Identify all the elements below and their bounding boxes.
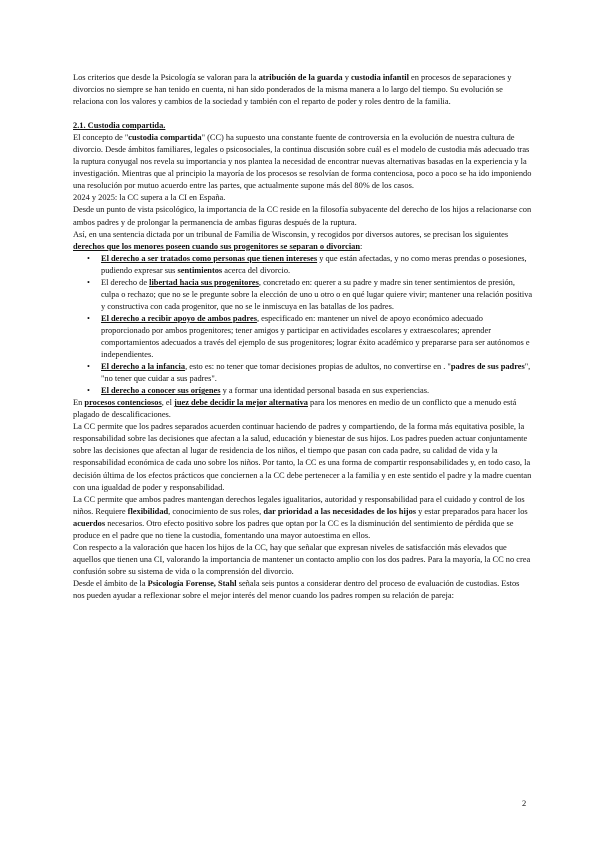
bold-term: flexibilidad [127, 506, 169, 516]
paragraph-text: " (CC) ha supuesto una constante fuente de controversia en la evolución de nuestra cultura de divorcio. Desde ámbitos familiares, legales o psicosociales, la continua discusión sobre cuál es el modelo de custodia más adecuado tras la ruptura conyugal nos revela su importancia y nos plantea la necesidad de encontrar nuevas alternativas basadas en la experiencia y la investigación. Mientras que al principio la mayoría de los procesos se resolvían de forma contenciosa, poco a poco se ha ido imponiendo una resolución por mutuo acuerdo entre las partes, que actualmente supone más del 80% de los casos. [73, 133, 532, 191]
intro-text: en procesos de separaciones y divorcios no siempre se han tenido en cuenta, ni han sido ponderados de la misma manera a lo largo del tiempo. Su evolución se relaciona con los valores y cambios de la sociedad y también con el reparto de poder y roles dentro de la familia. [73, 73, 512, 107]
list-text: , especificado en: mantener un nivel de apoyo económico adecuado proporcionado por ambos progenitores; tener amigos y participar en actividades escolares y extraescolares; aprender comportamientos adecuados a través del ejemplo de sus progenitores; lograr éxito académico y prepararse para ser autónomos e independientes. [101, 313, 530, 360]
bullet-icon: • [87, 386, 90, 396]
paragraph-psychology: Desde un punto de vista psicológico, la importancia de la CC reside en la filosofía subyacente del derecho de los hijos a relacionarse con ambos padres y de prolongar la permanencia de ambas figuras después de la ruptura. [73, 205, 532, 227]
list-item [73, 253, 533, 277]
paragraph-text: : [360, 241, 363, 251]
bold-underlined-term: El derecho a conocer sus orígenes [101, 386, 221, 396]
list-item [73, 277, 533, 313]
rights-list [73, 253, 533, 398]
bold-term: Psicología Forense, Stahl [147, 578, 237, 588]
list-text: El derecho de [101, 277, 150, 287]
intro-bold-guarda: atribución de la guarda [258, 73, 343, 82]
bold-underlined-term: juez debe decidir la mejor alternativa [174, 398, 308, 408]
paragraph-wisconsin [73, 229, 533, 253]
bold-underlined-term: El derecho a la infancia [101, 362, 186, 372]
paragraph-text: La CC permite que ambos padres mantengan derechos legales igualitarios, autoridad y responsabilidad para el cuidado y control de los niños. Requiere [73, 494, 525, 516]
paragraph-text: y estar preparados para hacer los [416, 506, 528, 516]
document-page [73, 72, 533, 602]
list-item [73, 385, 533, 397]
paragraph-text: para los menores en medio de un conflicto que a menudo está plagado de descalificaciones. [73, 398, 517, 420]
list-text: y que están afectadas, y no como meras prendas o posesiones, pudiendo expresar sus [101, 253, 527, 275]
intro-text: y [342, 73, 351, 82]
bold-term: sentimientos [177, 265, 223, 275]
bold-underlined-term: procesos contenciosos [84, 398, 162, 408]
paragraph-text: , el [161, 398, 175, 408]
bold-underlined-term: libertad hacia sus progenitores [149, 277, 259, 287]
bullet-icon: • [87, 313, 90, 323]
bold-underlined-term: El derecho a recibir apoyo de ambos padres [101, 313, 257, 323]
paragraph-cc-concept [73, 132, 533, 192]
list-text: acerca del divorcio. [222, 265, 291, 275]
list-item [73, 313, 533, 361]
list-text: , concretado en: querer a su padre y madre sin tener sentimientos de presión, culpa o rechazo; que no se le pregunte sobre la elección de uno u otro o en qué lugar quiere vivir; mantener una relación positiva y constructiva con cada progenitor, que no se le inmiscuya en las batallas de los padres. [101, 277, 533, 311]
paragraph-forensic [73, 578, 533, 602]
intro-text: Los criterios que desde la Psicología se valoran para la [73, 73, 259, 82]
paragraph-legal-rights [73, 494, 533, 542]
list-text: y a formar una identidad personal basada en sus experiencias. [220, 386, 430, 396]
paragraph-text: señala seis puntos a considerar dentro del proceso de evaluación de custodias. Estos nos pueden ayudar a reflexionar sobre el mejor interés del menor cuando los padres rompen su relación de pareja: [73, 578, 520, 600]
paragraph-cc-allows: La CC permite que los padres separados acuerden continuar haciendo de padres y compartiendo, de la forma más equitativa posible, la responsabilidad sobre las decisiones que afectan a la salud, educación y bienestar de sus hijos. Los padres pueden actuar conjuntamente sobre las decisiones que afectan al lugar de residencia de los niños, el tiempo que pasan con cada padre, su calidad de vida y la responsabilidad económica de cada uno sobre los niños. Por tanto, la CC es una forma de compartir responsabilidades y, en todo caso, la decisión última de los efectos prácticos que conciernen a la CC debe pertenecer a la familia y en este sentido el padre y la madre cuentan con una igualdad de poder y responsabilidad. [73, 422, 532, 492]
bold-underlined-term: derechos que los menores poseen cuando sus progenitores se separan o divorcian [73, 241, 361, 251]
bold-term: acuerdos [73, 518, 106, 528]
bullet-icon: • [87, 277, 90, 287]
paragraph-contentious [73, 397, 533, 421]
paragraph-text: Desde el ámbito de la [73, 578, 148, 588]
bullet-icon: • [87, 362, 90, 372]
page-number: 2 [522, 798, 527, 808]
paragraph-text: El concepto de " [73, 133, 129, 143]
bold-term: dar prioridad a las necesidades de los hijos [263, 506, 417, 516]
paragraph-children-view: Con respecto a la valoración que hacen los hijos de la CC, hay que señalar que expresan niveles de satisfacción más elevados que aquellos que tienen una CI, valorando la importancia de mantener un contacto amplio con los dos padres. Para la mayoría, la CC no crea confusión sobre su sistema de vida o la comprensión del divorcio. [73, 542, 531, 576]
list-item [73, 361, 533, 385]
intro-paragraph [73, 72, 533, 108]
paragraph-text: En [73, 398, 85, 408]
list-text: ", "no tener que cuidar a sus padres". [101, 362, 531, 384]
bullet-icon: • [87, 253, 90, 263]
bold-underlined-term: El derecho a ser tratados como personas que tienen intereses [101, 253, 318, 263]
bold-term: padres de sus padres [450, 362, 525, 372]
section-heading: 2.1. Custodia compartida. [73, 121, 166, 131]
bold-term: custodia compartida [128, 133, 202, 143]
paragraph-text: necesarios. Otro efecto positivo sobre los padres que optan por la CC es la disminución del sentimiento de pérdida que se produce en el padre que no tiene la custodia, fomentando una mayor autoestima en ellos. [73, 518, 514, 540]
intro-bold-custodia: custodia infantil [350, 73, 409, 82]
paragraph-note: 2024 y 2025: la CC supera a la CI en España. [73, 193, 226, 203]
paragraph-text: , conocimiento de sus roles, [168, 506, 264, 516]
paragraph-text: Así, en una sentencia dictada por un tribunal de Familia de Wisconsin, y recogidos por diversos autores, se precisan los siguientes [73, 229, 509, 239]
list-text: , esto es: no tener que tomar decisiones propias de adultos, no convertirse en . " [185, 362, 451, 372]
